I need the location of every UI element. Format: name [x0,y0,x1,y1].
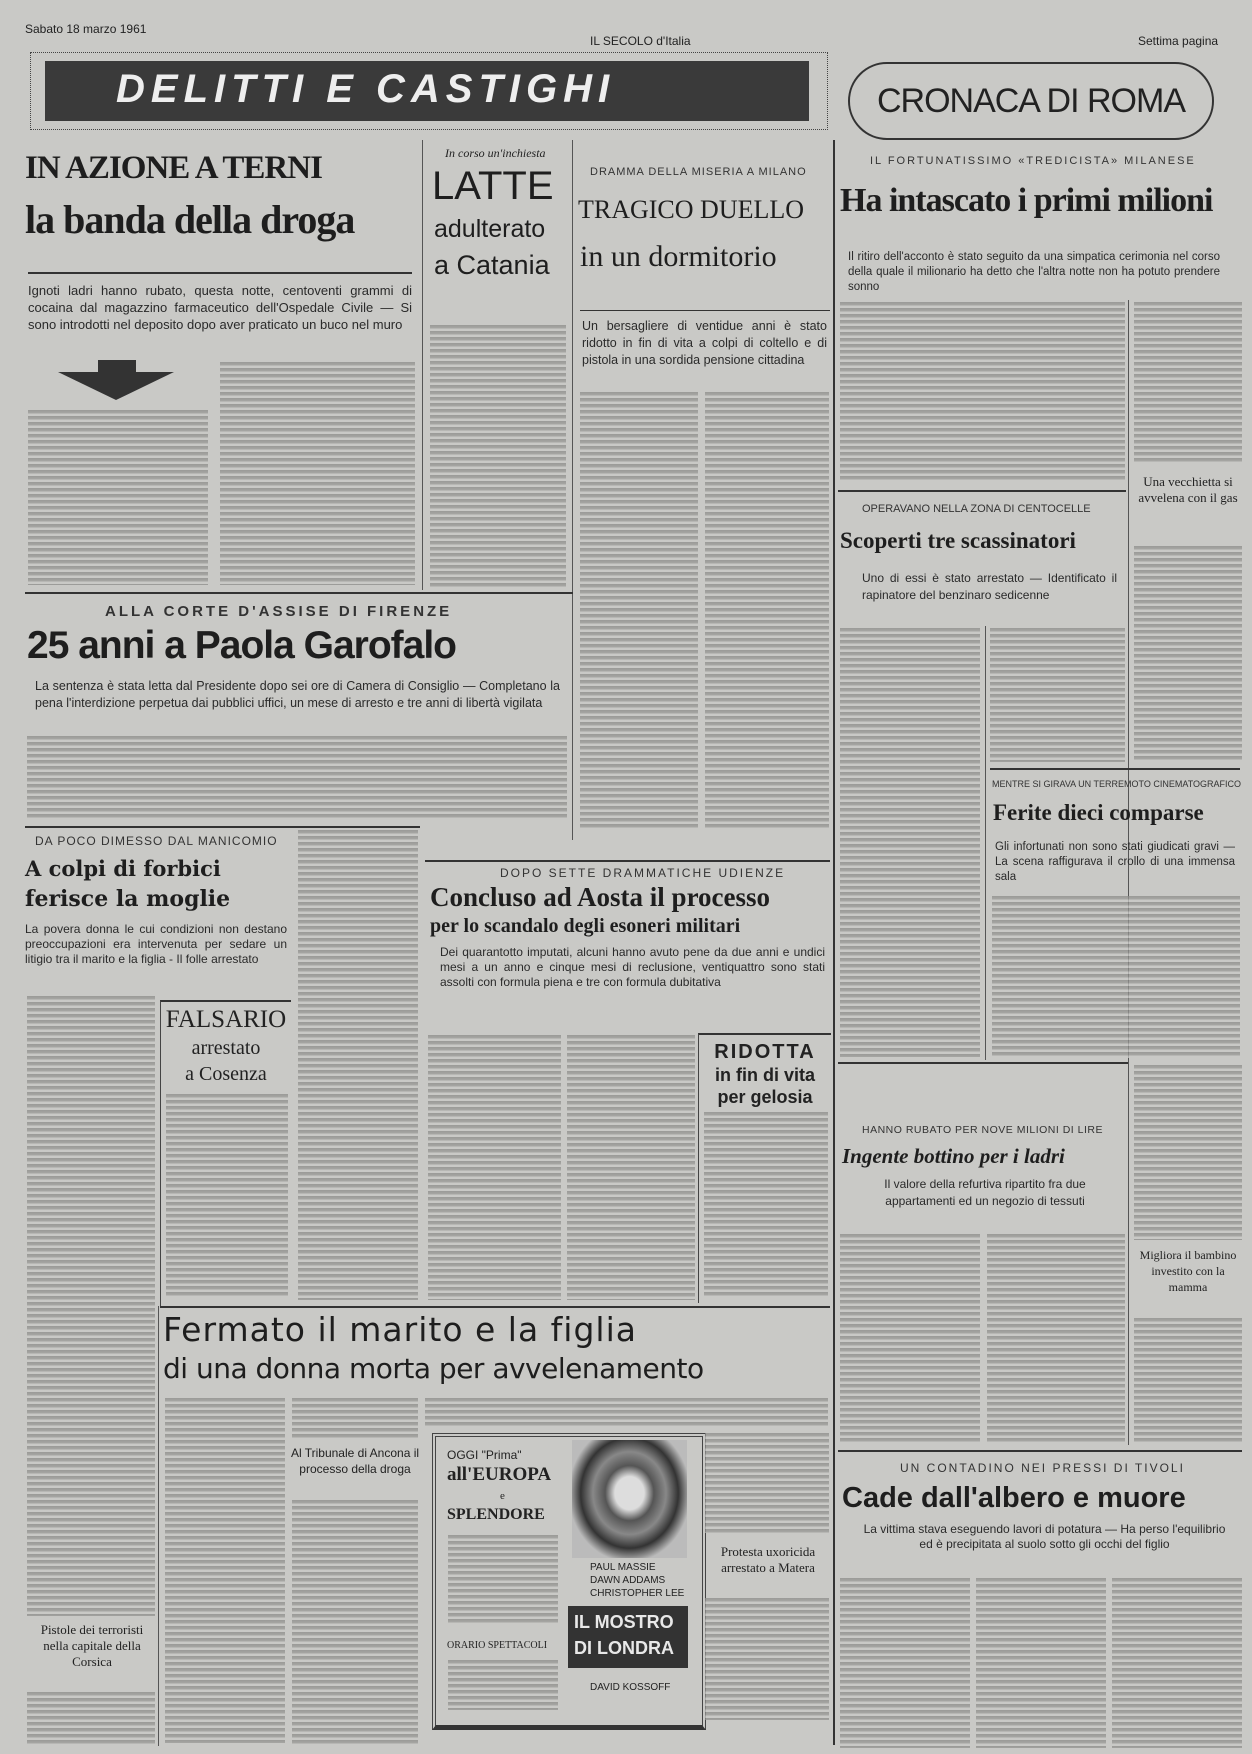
article-body-aosta [428,1035,561,1300]
kicker-albero: UN CONTADINO NEI PRESSI DI TIVOLI [900,1461,1185,1475]
deck-garofalo: La sentenza è stata letta dal Presidente dopo sei ore di Camera di Consiglio — Completano la pena l'interdizione perpetua dai pubblici uffici, un mese di arresto e tre anni di libertà vigilata [35,679,560,710]
kicker-forbici: DA POCO DIMESSO DAL MANICOMIO [35,834,278,848]
article-body-marito-2 [292,1398,418,1440]
article-body-marito-4 [705,1433,829,1533]
headline-latte-1: LATTE [432,164,554,208]
ad-cast-2: DAWN ADDAMS [590,1575,666,1586]
article-body-ridotta [704,1112,828,1298]
section-banner-crime [30,52,828,130]
kicker-scassinatori: OPERAVANO NELLA ZONA DI CENTOCELLE [862,503,1091,515]
article-body-corsica [27,1692,155,1745]
headline-aosta-2: per lo scandalo degli esoneri militari [430,915,741,937]
headline-bottino: Ingente bottino per i ladri [842,1144,1065,1168]
headline-aosta-1: Concluso ad Aosta il processo [430,882,771,912]
headline-ancona: Al Tribunale di Ancona il processo della droga [290,1446,420,1476]
headline-comparse: Ferite dieci comparse [993,800,1204,825]
deck-bottino: Il valore della refurtiva ripartito fra due appartamenti ed un negozio di tessuti [884,1177,1086,1208]
article-body-scassinatori [840,628,980,1057]
headline-garofalo: 25 anni a Paola Garofalo [27,624,456,667]
kicker-bottino: HANNO RUBATO PER NOVE MILIONI DI LIRE [862,1124,1103,1136]
kicker-aosta: DOPO SETTE DRAMMATICHE UDIENZE [500,866,786,880]
article-body-bottino-2 [987,1234,1125,1443]
kicker-latte: In corso un'inchiesta [445,146,546,160]
article-body-comparse-2 [1134,1065,1242,1240]
article-body-forbici [27,996,155,1616]
paper-name: IL SECOLO d'Italia [590,34,691,48]
ad-details [448,1535,558,1625]
date-line: Sabato 18 marzo 1961 [25,22,147,36]
headline-milioni: Ha intascato i primi milioni [840,182,1213,219]
article-body-terni [28,410,208,585]
ad-cast-4: DAVID KOSSOFF [590,1682,671,1693]
ad-cinema-1: all'EUROPA [447,1464,552,1485]
headline-marito-2: di una donna morta per avvelenamento [163,1352,704,1385]
article-body-marito [165,1398,285,1743]
article-body-albero-2 [976,1578,1106,1748]
headline-ridotta-2: in fin di vita [714,1065,815,1085]
article-body-bottino [840,1234,980,1443]
article-body-terni-2 [220,362,415,585]
page-number: Settima pagina [1138,34,1219,48]
deck-albero: La vittima stava eseguendo lavori di potatura — Ha perso l'equilibrio ed è precipitata al suolo sotto gli occhi del figlio [863,1522,1226,1551]
headline-forbici-2: ferisce la moglie [25,886,231,912]
headline-terni-1: IN AZIONE A TERNI [25,150,322,186]
kicker-duello: DRAMMA DELLA MISERIA A MILANO [590,166,807,178]
kicker-comparse: MENTRE SI GIRAVA UN TERREMOTO CINEMATOGRAFICO [992,779,1242,789]
headline-terni-2: la banda della droga [25,197,355,242]
kicker-garofalo: ALLA CORTE D'ASSISE DI FIRENZE [105,603,453,620]
headline-marito-1: Fermato il marito e la figlia [163,1310,637,1349]
ad-illustration-face [572,1440,687,1558]
deck-milioni: Il ritiro dell'acconto è stato seguito da una simpatica cerimonia nel corso della quale il milionario ha detto che l'altra notte non ha potuto prendere sonno [848,251,1220,293]
headline-forbici-1: A colpi di forbici [25,856,221,881]
article-body-garofalo [27,736,567,820]
headline-corsica: Pistole dei terroristi nella capitale della Corsica [40,1622,144,1669]
section-title-crime: DELITTI E CASTIGHI [116,67,616,111]
article-body-comparse [992,896,1240,1058]
ad-cinema-2: SPLENDORE [447,1506,545,1523]
kicker-milioni: IL FORTUNATISSIMO «TREDICISTA» MILANESE [870,155,1196,167]
ad-and: e [500,1490,505,1502]
ad-schedule: ORARIO SPETTACOLI [447,1640,548,1651]
article-body-milioni-2 [1134,302,1242,462]
ad-cast-1: PAUL MASSIE [590,1562,656,1573]
article-body-marito-3 [425,1398,828,1428]
ad-film-title-1: IL MOSTRO [574,1612,674,1632]
deck-scassinatori: Uno di essi è stato arrestato — Identificato il rapinatore del benzinaro sedicenne [862,571,1117,602]
arrow-down-icon [58,372,174,400]
headline-duello-1: TRAGICO DUELLO [578,195,805,224]
article-body-bambino [1134,1318,1242,1443]
section-banner-rome [848,62,1214,140]
article-body-ancona [292,1500,418,1744]
headline-falsario-1: FALSARIO [165,1006,287,1033]
article-body-albero [840,1578,970,1748]
article-body-latte [430,325,566,587]
deck-duello: Un bersagliere di ventidue anni è stato ridotto in fin di vita a colpi di coltello e di pistola in una sordida pensione cittadina [582,319,827,367]
headline-latte-3: a Catania [434,250,550,280]
headline-ridotta-1: RIDOTTA [714,1041,816,1063]
deck-aosta: Dei quarantotto imputati, alcuni hanno avuto pene da due anni e undici mesi a un anno e cinque mesi di reclusione, ventiquattro sono stati assolti con formula piena e tre con formula dubitativa [440,945,825,989]
ad-cast-3: CHRISTOPHER LEE [590,1588,685,1599]
article-body-duello-2 [705,392,829,830]
headline-falsario-2: arrestato [191,1037,261,1059]
article-body-milioni [840,302,1125,480]
headline-vecchietta: Una vecchietta si avvelena con il gas [1138,474,1238,505]
headline-falsario-3: a Cosenza [185,1063,267,1085]
headline-latte-2: adulterato [434,215,546,243]
headline-bambino: Migliora il bambino investito con la mamma [1139,1248,1237,1294]
deck-comparse: Gli infortunati non sono stati giudicati gravi — La scena raffigurava il crollo di una immensa sala [995,841,1235,883]
headline-albero: Cade dall'albero e muore [842,1482,1186,1514]
headline-ridotta-3: per gelosia [717,1087,813,1107]
article-body-falsario [166,1094,288,1298]
section-title-rome: CRONACA DI ROMA [876,82,1186,120]
article-body-matera [705,1598,829,1720]
article-body-scassinatori-2 [990,628,1125,762]
article-body-aosta-2 [567,1035,695,1300]
article-body-albero-3 [1112,1578,1242,1748]
headline-matera: Protesta uxoricida arrestato a Matera [720,1544,816,1575]
deck-terni: Ignoti ladri hanno rubato, questa notte, centoventi grammi di cocaina dal magazzino farmaceutico dell'Ospedale Civile — Si sono introdotti nel deposito dopo aver praticato un buco nel muro [28,283,412,332]
headline-duello-2: in un dormitorio [580,240,777,273]
article-body-vecchietta [1134,546,1242,762]
ad-film-title-2: DI LONDRA [574,1638,674,1658]
ad-today: OGGI "Prima" [447,1448,522,1462]
ad-schedule-times [448,1660,558,1710]
deck-forbici: La povera donna le cui condizioni non destano preoccupazioni era intervenuta per sedare un litigio tra il marito e la figlia - Il folle arrestato [25,922,287,966]
article-body-garofalo-2 [298,830,418,1300]
article-body-duello [580,392,698,830]
headline-scassinatori: Scoperti tre scassinatori [840,528,1076,553]
